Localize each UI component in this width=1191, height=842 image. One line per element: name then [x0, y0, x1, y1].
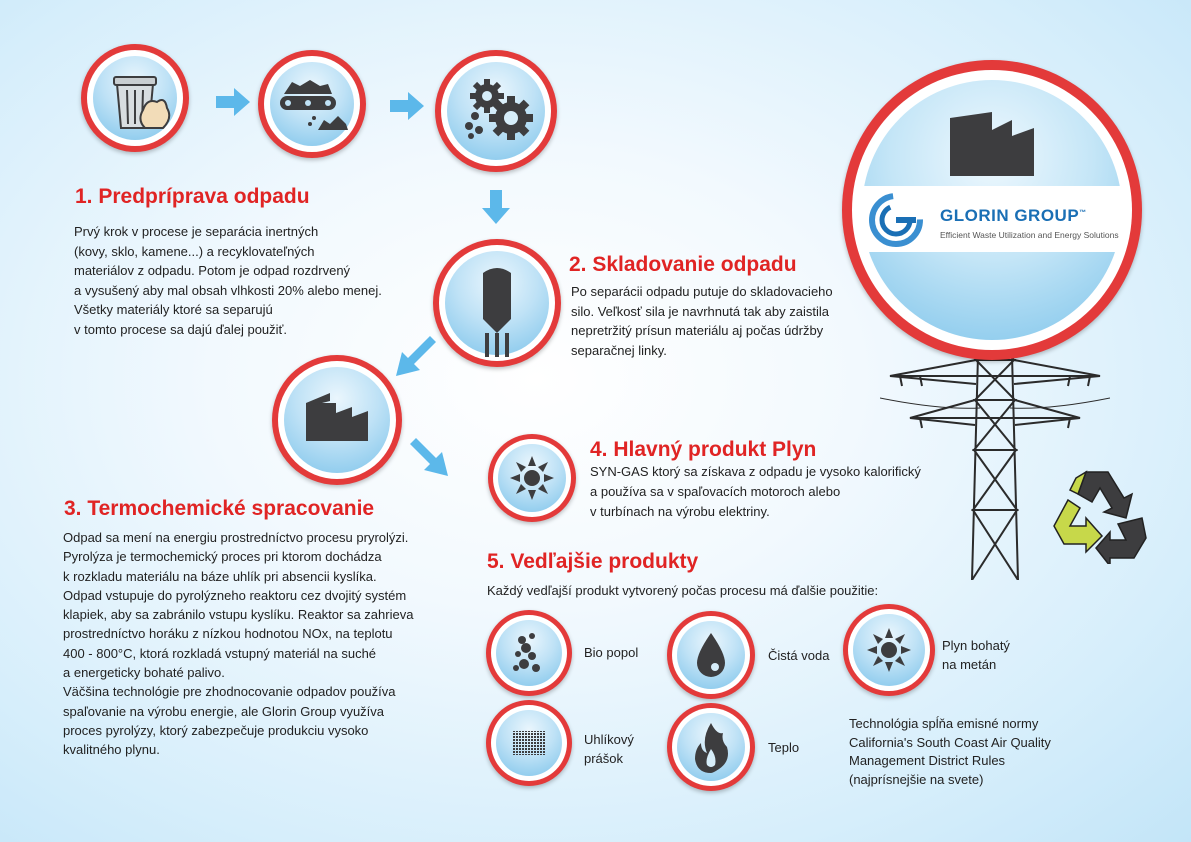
methane-circle — [843, 604, 935, 696]
section-1-title: 1. Predpríprava odpadu — [75, 185, 310, 208]
text-line: Plyn bohatý — [942, 638, 1010, 653]
ash-dots-icon — [486, 610, 572, 696]
text-line: nepretržitý prísun materiálu aj počas údržby — [571, 323, 824, 338]
water-circle — [667, 611, 755, 699]
conveyor-circle — [258, 50, 366, 158]
brand-logo-icon — [868, 192, 924, 248]
text-line: a energeticky bohaté palivo. — [63, 665, 225, 681]
brand-name — [940, 206, 1087, 226]
factory-circle — [272, 355, 402, 485]
syngas-circle — [488, 434, 576, 522]
text-line: prášok — [584, 751, 624, 766]
text-line: Technológia spĺňa emisné normy — [849, 716, 1039, 731]
text-line: separačnej linky. — [571, 342, 667, 358]
text-line: Odpad sa mení na energiu prostredníctvo procesu pryrolýzi. — [63, 530, 409, 545]
text-line: Po separácii odpadu putuje do skladovacieho — [571, 284, 833, 299]
trash-circle — [81, 44, 189, 152]
text-line: materiálov z odpadu. Potom je odpad rozdrvený — [74, 263, 351, 278]
silo-icon — [433, 239, 561, 367]
text-line: Prvý krok v procese je separácia inertných — [74, 224, 319, 239]
carbon-circle — [486, 700, 572, 786]
product-cista-voda: Čistá voda — [768, 648, 830, 663]
section-3-text — [63, 528, 413, 760]
text-line: silo. Veľkosť sila je navrhnutá tak aby zaistila — [571, 303, 829, 319]
text-line: v turbínach na výrobu elektriny. — [590, 504, 770, 519]
product-uhlikovy — [584, 730, 634, 768]
text-line: Uhlíkový — [584, 732, 634, 747]
brand-name-text: GLORIN GROUP — [940, 206, 1080, 225]
product-teplo: Teplo — [768, 740, 800, 755]
bio-popol-circle — [486, 610, 572, 696]
text-line: 400 - 800°C, ktorá rozkladá vstupný materiál na suché — [63, 645, 377, 661]
brand-tagline: Efficient Waste Utilization and Energy Solutions — [940, 230, 1119, 240]
section-4-title: 4. Hlavný produkt Plyn — [590, 438, 817, 461]
text-line: California's South Coast Air Quality — [849, 734, 1051, 750]
heat-circle — [667, 703, 755, 791]
section-2-text — [571, 282, 833, 360]
gears-icon — [435, 50, 557, 172]
flame-icon — [667, 703, 755, 791]
carbon-grid-icon — [486, 700, 572, 786]
arrow-down-right — [410, 438, 448, 476]
sun-icon — [488, 434, 576, 522]
arrow-down-1 — [482, 190, 510, 224]
section-5-title: 5. Vedľajšie produkty — [487, 550, 699, 573]
text-line: na metán — [942, 657, 997, 672]
arrow-down-left — [396, 336, 436, 376]
gears-circle — [435, 50, 557, 172]
text-line: prostredníctvo horáku z nízkou hodnotou NOx, na teplotu — [63, 626, 393, 642]
section-3-title: 3. Termochemické spracovanie — [64, 497, 375, 520]
product-bio-popol: Bio popol — [584, 645, 639, 660]
trash-icon — [81, 44, 189, 152]
text-line: Všetky materiály ktoré sa separujú — [74, 302, 273, 317]
text-line: v tomto procese sa dajú ďalej použiť. — [74, 321, 288, 337]
text-line: k rozkladu materiálu na báze uhlík pri absencii kyslíka. — [63, 568, 377, 584]
text-line: Pyrolýza je termochemický proces pri ktorom dochádza — [63, 549, 382, 565]
silo-circle — [433, 239, 561, 367]
text-line: Väčšina technológie pre zhodnocovanie odpadov používa — [63, 684, 396, 700]
sun-icon — [843, 604, 935, 696]
text-line: klapiek, aby sa zabránilo vstupu kyslíku. Reaktor sa zahrieva — [63, 607, 414, 623]
brand-tm: ™ — [1079, 209, 1087, 217]
text-line: SYN-GAS ktorý sa získava z odpadu je vysoko kalorifický — [590, 464, 921, 479]
text-line: kvalitného plynu. — [63, 742, 160, 758]
text-line: (kovy, sklo, kamene...) a recyklovateľných — [74, 243, 315, 259]
conveyor-icon — [258, 50, 366, 158]
product-plyn — [942, 636, 1010, 674]
text-line: Odpad vstupuje do pyrolýzneho reaktoru cez dvojitý systém — [63, 587, 407, 603]
norms-text — [849, 715, 1051, 789]
text-line: (najprísnejšie na svete) — [849, 771, 984, 787]
arrow-right-2 — [390, 92, 424, 120]
arrow-right-1 — [216, 88, 250, 116]
text-line: a používa sa v spaľovacích motoroch alebo — [590, 484, 841, 499]
section-5-intro: Každý vedľajší produkt vytvorený počas procesu má ďalšie použitie: — [487, 583, 879, 598]
text-line: Management District Rules — [849, 753, 1006, 768]
text-line: proces pyrolýzy, ktorý zabezpečuje produkciu vysoko — [63, 722, 369, 738]
section-4-text — [590, 462, 921, 522]
recycle-icon — [1046, 468, 1148, 564]
section-2-title: 2. Skladovanie odpadu — [569, 253, 797, 276]
water-drop-icon — [667, 611, 755, 699]
factory-icon — [272, 355, 402, 485]
brand-circle — [842, 60, 1142, 360]
section-1-text — [74, 222, 382, 339]
text-line: spaľovanie na výrobu energie, ale Glorin Group využíva — [63, 703, 385, 719]
text-line: a vysušený aby mal obsah vlhkosti 20% alebo menej. — [74, 282, 382, 298]
